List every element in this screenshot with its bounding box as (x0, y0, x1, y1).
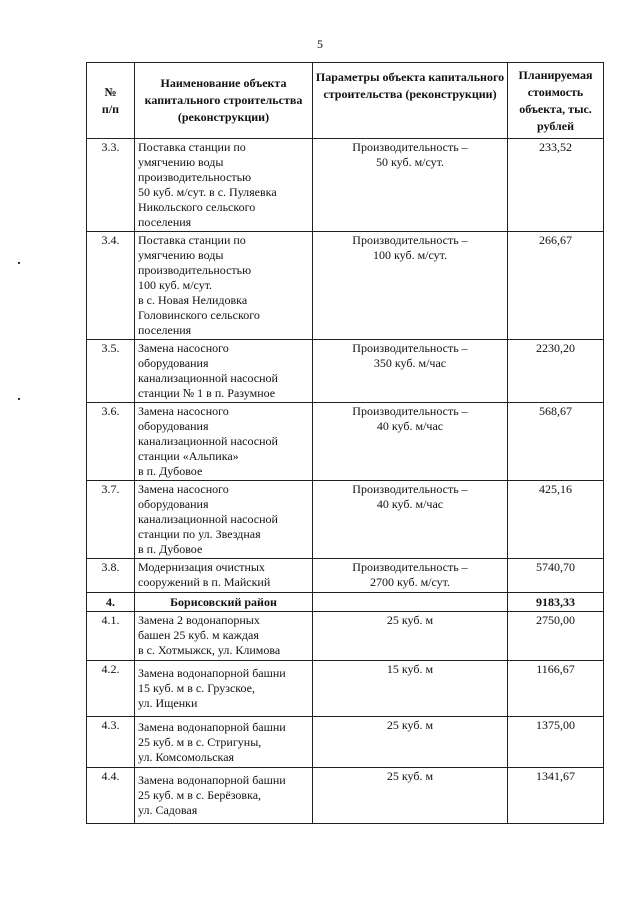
row-cost: 2230,20 (508, 340, 604, 403)
row-num: 3.7. (87, 481, 135, 559)
row-name: Замена 2 водонапорных башен 25 куб. м каждая в с. Хотмыжск, ул. Климова (135, 612, 313, 661)
row-num: 3.8. (87, 559, 135, 593)
row-name: Замена водонапорной башни 25 куб. м в с. Берёзовка, ул. Садовая (135, 768, 313, 824)
row-cost: 5740,70 (508, 559, 604, 593)
row-params: 25 куб. м (313, 717, 508, 768)
row-name: Поставка станции по умягчению воды производительностью 50 куб. м/сут. в с. Пуляевка Никольского сельского поселения (135, 139, 313, 232)
table-header-row (87, 63, 604, 139)
row-num: 3.3. (87, 139, 135, 232)
table-row (87, 139, 604, 232)
row-cost: 266,67 (508, 232, 604, 340)
section-name: Борисовский район (135, 593, 313, 612)
section-cost: 9183,33 (508, 593, 604, 612)
section-params (313, 593, 508, 612)
table-row (87, 612, 604, 661)
row-cost: 233,52 (508, 139, 604, 232)
table-row (87, 340, 604, 403)
table-row (87, 403, 604, 481)
row-num: 3.5. (87, 340, 135, 403)
table-row (87, 559, 604, 593)
row-name: Замена водонапорной башни 15 куб. м в с. Грузское, ул. Ищенки (135, 661, 313, 717)
row-name: Замена насосного оборудования канализационной насосной станции по ул. Звездная в п. Дубовое (135, 481, 313, 559)
page-number: 5 (317, 37, 323, 51)
table-row (87, 768, 604, 824)
construction-objects-table (86, 62, 604, 824)
row-cost: 2750,00 (508, 612, 604, 661)
row-name: Замена насосного оборудования канализационной насосной станции «Альпика» в п. Дубовое (135, 403, 313, 481)
row-num: 4.3. (87, 717, 135, 768)
row-cost: 425,16 (508, 481, 604, 559)
row-name: Модернизация очистных сооружений в п. Майский (135, 559, 313, 593)
row-cost: 1166,67 (508, 661, 604, 717)
row-num: 4.4. (87, 768, 135, 824)
header-num: № п/п (87, 63, 135, 139)
row-cost: 568,67 (508, 403, 604, 481)
row-cost: 1375,00 (508, 717, 604, 768)
scan-mark (18, 262, 20, 264)
row-params: 25 куб. м (313, 768, 508, 824)
row-name: Поставка станции по умягчению воды производительностью 100 куб. м/сут. в с. Новая Нелидовка Головинского сельского поселения (135, 232, 313, 340)
table-row (87, 232, 604, 340)
table-row (87, 717, 604, 768)
row-params: 15 куб. м (313, 661, 508, 717)
table-row (87, 661, 604, 717)
header-params: Параметры объекта капитального строительства (реконструкции) (313, 63, 508, 139)
row-name: Замена насосного оборудования канализационной насосной станции № 1 в п. Разумное (135, 340, 313, 403)
row-params: Производительность – 2700 куб. м/сут. (313, 559, 508, 593)
row-params: 25 куб. м (313, 612, 508, 661)
row-params: Производительность – 100 куб. м/сут. (313, 232, 508, 340)
table-row (87, 481, 604, 559)
row-name: Замена водонапорной башни 25 куб. м в с. Стригуны, ул. Комсомольская (135, 717, 313, 768)
header-name: Наименование объекта капитального строительства (реконструкции) (135, 63, 313, 139)
row-num: 3.4. (87, 232, 135, 340)
section-num: 4. (87, 593, 135, 612)
row-num: 4.1. (87, 612, 135, 661)
row-num: 3.6. (87, 403, 135, 481)
row-params: Производительность – 350 куб. м/час (313, 340, 508, 403)
row-cost: 1341,67 (508, 768, 604, 824)
row-params: Производительность – 40 куб. м/час (313, 403, 508, 481)
scan-mark (18, 398, 20, 400)
row-num: 4.2. (87, 661, 135, 717)
row-params: Производительность – 50 куб. м/сут. (313, 139, 508, 232)
header-cost: Планируемая стоимость объекта, тыс. рублей (508, 63, 604, 139)
section-row (87, 593, 604, 612)
row-params: Производительность – 40 куб. м/час (313, 481, 508, 559)
